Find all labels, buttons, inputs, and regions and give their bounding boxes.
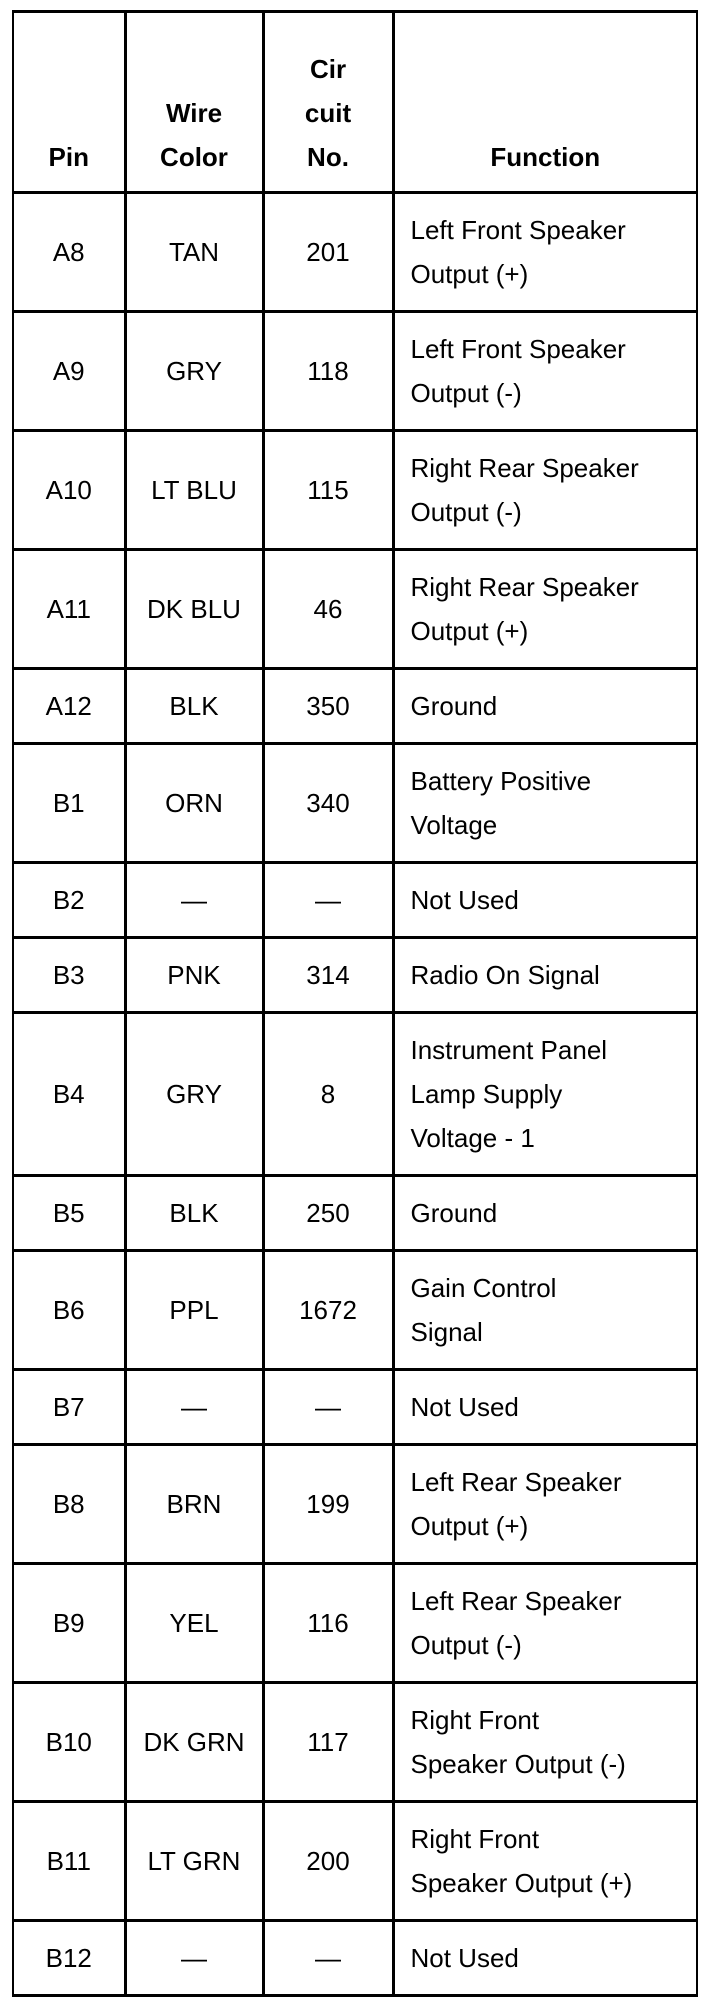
function-cell: Not Used bbox=[393, 863, 697, 938]
wire-color-cell: ORN bbox=[125, 744, 263, 863]
pin-cell: B10 bbox=[13, 1683, 125, 1802]
wire-color-cell: YEL bbox=[125, 1564, 263, 1683]
wire-color-cell: — bbox=[125, 863, 263, 938]
pin-cell: B7 bbox=[13, 1370, 125, 1445]
pin-cell: B9 bbox=[13, 1564, 125, 1683]
circuit-cell: — bbox=[263, 1921, 393, 1996]
header-wire-color: Wire Color bbox=[125, 12, 263, 193]
function-cell: Ground bbox=[393, 669, 697, 744]
function-cell: Radio On Signal bbox=[393, 938, 697, 1013]
table-row bbox=[13, 1921, 697, 1996]
circuit-cell: 1672 bbox=[263, 1251, 393, 1370]
function-cell: Right Rear Speaker Output (-) bbox=[393, 431, 697, 550]
function-cell: Left Front Speaker Output (+) bbox=[393, 193, 697, 312]
pinout-table bbox=[12, 10, 698, 1997]
wire-color-cell: DK GRN bbox=[125, 1683, 263, 1802]
circuit-cell: 116 bbox=[263, 1564, 393, 1683]
wire-color-cell: GRY bbox=[125, 1013, 263, 1176]
circuit-cell: 118 bbox=[263, 312, 393, 431]
function-cell: Not Used bbox=[393, 1370, 697, 1445]
circuit-cell: 199 bbox=[263, 1445, 393, 1564]
wire-color-cell: LT BLU bbox=[125, 431, 263, 550]
circuit-cell: 117 bbox=[263, 1683, 393, 1802]
header-function: Function bbox=[393, 12, 697, 193]
circuit-cell: 314 bbox=[263, 938, 393, 1013]
table-row bbox=[13, 312, 697, 431]
function-cell: Left Front Speaker Output (-) bbox=[393, 312, 697, 431]
table-row bbox=[13, 1445, 697, 1564]
function-cell: Left Rear Speaker Output (-) bbox=[393, 1564, 697, 1683]
pin-cell: B8 bbox=[13, 1445, 125, 1564]
table-row bbox=[13, 1683, 697, 1802]
circuit-cell: 340 bbox=[263, 744, 393, 863]
wire-color-cell: TAN bbox=[125, 193, 263, 312]
function-cell: Instrument Panel Lamp Supply Voltage - 1 bbox=[393, 1013, 697, 1176]
circuit-cell: 8 bbox=[263, 1013, 393, 1176]
pin-cell: A12 bbox=[13, 669, 125, 744]
circuit-cell: 115 bbox=[263, 431, 393, 550]
circuit-cell: 201 bbox=[263, 193, 393, 312]
table-row bbox=[13, 1802, 697, 1921]
wire-color-cell: BRN bbox=[125, 1445, 263, 1564]
table-row bbox=[13, 1176, 697, 1251]
table-row bbox=[13, 744, 697, 863]
circuit-cell: — bbox=[263, 1370, 393, 1445]
pin-cell: B11 bbox=[13, 1802, 125, 1921]
wire-color-cell: BLK bbox=[125, 1176, 263, 1251]
table-row bbox=[13, 1370, 697, 1445]
table-row bbox=[13, 863, 697, 938]
wire-color-cell: PPL bbox=[125, 1251, 263, 1370]
function-cell: Right Front Speaker Output (+) bbox=[393, 1802, 697, 1921]
table-row bbox=[13, 550, 697, 669]
function-cell: Gain Control Signal bbox=[393, 1251, 697, 1370]
pin-cell: A9 bbox=[13, 312, 125, 431]
wire-color-cell: BLK bbox=[125, 669, 263, 744]
pin-cell: A11 bbox=[13, 550, 125, 669]
pin-cell: B6 bbox=[13, 1251, 125, 1370]
header-pin: Pin bbox=[13, 12, 125, 193]
wire-color-cell: — bbox=[125, 1370, 263, 1445]
circuit-cell: 46 bbox=[263, 550, 393, 669]
function-cell: Battery Positive Voltage bbox=[393, 744, 697, 863]
table-row bbox=[13, 938, 697, 1013]
pin-cell: A10 bbox=[13, 431, 125, 550]
header-circuit-no: Cir cuit No. bbox=[263, 12, 393, 193]
pin-cell: B1 bbox=[13, 744, 125, 863]
circuit-cell: 250 bbox=[263, 1176, 393, 1251]
pin-cell: B5 bbox=[13, 1176, 125, 1251]
wire-color-cell: LT GRN bbox=[125, 1802, 263, 1921]
circuit-cell: — bbox=[263, 863, 393, 938]
wire-color-cell: DK BLU bbox=[125, 550, 263, 669]
pin-cell: B4 bbox=[13, 1013, 125, 1176]
table-row bbox=[13, 1013, 697, 1176]
circuit-cell: 200 bbox=[263, 1802, 393, 1921]
pin-cell: B3 bbox=[13, 938, 125, 1013]
function-cell: Right Rear Speaker Output (+) bbox=[393, 550, 697, 669]
wire-color-cell: PNK bbox=[125, 938, 263, 1013]
header-row bbox=[13, 12, 697, 193]
circuit-cell: 350 bbox=[263, 669, 393, 744]
wire-color-cell: — bbox=[125, 1921, 263, 1996]
pin-cell: B2 bbox=[13, 863, 125, 938]
function-cell: Not Used bbox=[393, 1921, 697, 1996]
function-cell: Ground bbox=[393, 1176, 697, 1251]
pin-cell: A8 bbox=[13, 193, 125, 312]
table-row bbox=[13, 1564, 697, 1683]
function-cell: Left Rear Speaker Output (+) bbox=[393, 1445, 697, 1564]
table-row bbox=[13, 669, 697, 744]
table-row bbox=[13, 1251, 697, 1370]
wire-color-cell: GRY bbox=[125, 312, 263, 431]
function-cell: Right Front Speaker Output (-) bbox=[393, 1683, 697, 1802]
table-row bbox=[13, 193, 697, 312]
table-row bbox=[13, 431, 697, 550]
pin-cell: B12 bbox=[13, 1921, 125, 1996]
